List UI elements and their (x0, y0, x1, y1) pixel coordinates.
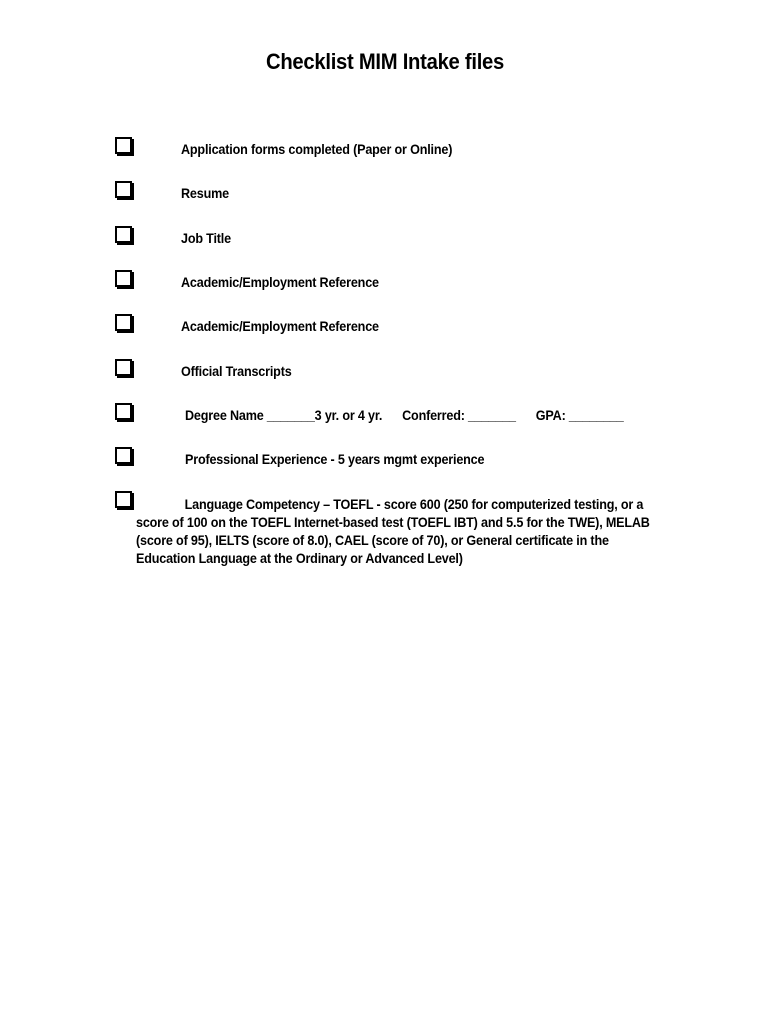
checklist-item-label: Resume (181, 185, 229, 201)
checkbox[interactable] (115, 137, 132, 154)
checkbox[interactable] (115, 226, 132, 243)
checklist-item-label: Language Competency – TOEFL - score 600 (250 for computerized testing, or a score of 100 on the TOEFL Internet-based test (TOEFL IBT) and 5.5 for the TWE), MELAB (score of 95), IELTS (score of 8.0), CAEL (score of 70), or General certificate in the Education Language at the Ordinary or Advanced Level) (136, 496, 650, 566)
checkbox[interactable] (115, 447, 132, 464)
checklist-item-label: Professional Experience - 5 years mgmt experience (185, 451, 485, 467)
checklist-item-label: Official Transcripts (181, 363, 292, 379)
checklist-item-long-label (136, 495, 658, 567)
checkbox[interactable] (115, 403, 132, 420)
page-title: Checklist MIM Intake files (265, 49, 505, 74)
checklist-item-label: Job Title (181, 230, 231, 246)
checkbox[interactable] (115, 314, 132, 331)
checklist-item-label: Degree Name _______3 yr. or 4 yr. Conferred: _______ GPA: ________ (185, 407, 624, 423)
checklist-item-label: Academic/Employment Reference (181, 274, 379, 290)
checklist-item-label: Application forms completed (Paper or Online) (181, 141, 453, 157)
checkbox[interactable] (115, 359, 132, 376)
checkbox[interactable] (115, 270, 132, 287)
checkbox[interactable] (115, 181, 132, 198)
checkbox[interactable] (115, 491, 132, 508)
checklist-item-label: Academic/Employment Reference (181, 318, 379, 334)
